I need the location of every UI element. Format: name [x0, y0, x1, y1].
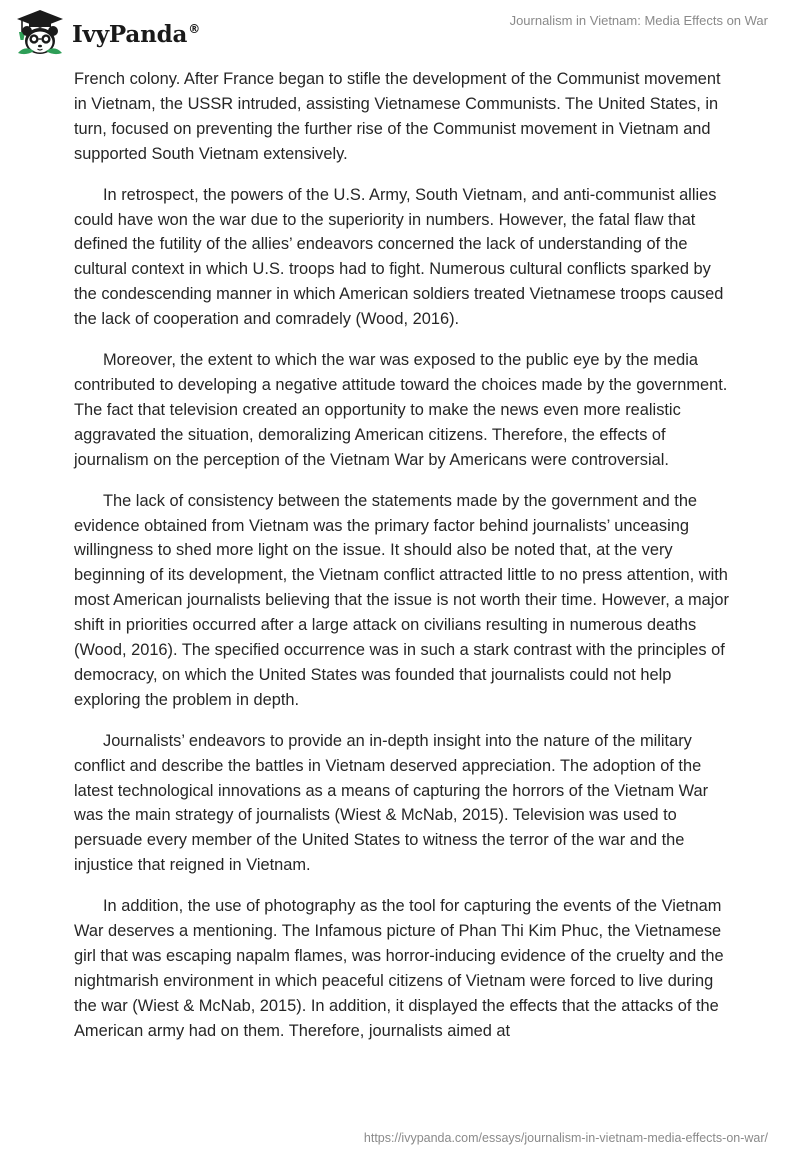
page-header [0, 0, 800, 64]
paragraph: In retrospect, the powers of the U.S. Army, South Vietnam, and anti-communist allies could have won the war due to the superiority in numbers. However, the fatal flaw that defined the futility of the allies’ endeavors concerned the lack of understanding of the cultural context in which U.S. troops had to fight. Numerous cultural conflicts sparked by the condescending manner in which American soldiers treated Vietnamese troops caused the lack of cooperation and comradely (Wood, 2016). [74, 185, 724, 329]
document-running-title: Journalism in Vietnam: Media Effects on War [509, 13, 768, 28]
paragraph: Journalists’ endeavors to provide an in-depth insight into the nature of the military conflict and describe the battles in Vietnam deserved appreciation. The adoption of the latest technological innovations as a means of capturing the horrors of the Vietnam War was the main strategy of journalists (Wiest & McNab, 2015). Television was used to persuade every member of the United States to witness the terror of the war and the injustice that reigned in Vietnam. [74, 731, 709, 875]
source-url-link[interactable]: https://ivypanda.com/essays/journalism-in-vietnam-media-effects-on-war/ [363, 1131, 768, 1145]
registered-mark: ® [188, 21, 200, 36]
paragraph: Moreover, the extent to which the war was exposed to the public eye by the media contributed to developing a negative attitude toward the choices made by the government. The fact that television created an opportunity to make the news even more realistic aggravated the situation, demoralizing American citizens. Therefore, the effects of journalism on the perception of the Vietnam War by Americans were controversial. [74, 351, 728, 469]
paragraph: The lack of consistency between the statements made by the government and the evidence obtained from Vietnam was the primary factor behind journalists’ unceasing willingness to shed more light on the issue. It should also be noted that, at the very beginning of its development, the Vietnam conflict attracted little to no press attention, with most American journalists believing that the issue is not worth their time. However, a major shift in priorities occurred after a large attack on civilians resulting in numerous deaths (Wood, 2016). The specified occurrence was in such a stark contrast with the principles of democracy, on which the United States was founded that journalists could not help exploring the problem in depth. [74, 491, 730, 709]
essay-body [74, 67, 734, 1060]
paragraph: In addition, the use of photography as the tool for capturing the events of the Vietnam War deserves a mentioning. The Infamous picture of Phan Thi Kim Phuc, the Vietnamese girl that was escaping napalm flames, was horror-inducing evidence of the cruelty and the nightmarish environment in which peaceful citizens of Vietnam were forced to live during the war (Wiest & McNab, 2015). In addition, it displayed the effects that the attacks of the American army had on them. Therefore, journalists aimed at [74, 897, 724, 1040]
paragraph: French colony. After France began to stifle the development of the Communist movement in Vietnam, the USSR intruded, assisting Vietnamese Communists. The United States, in turn, focused on preventing the further rise of the Communist movement in Vietnam and supported South Vietnam extensively. [74, 70, 721, 163]
panda-graduate-icon [14, 7, 66, 59]
logo-text: IvyPanda® [72, 20, 200, 48]
ivypanda-logo[interactable] [14, 8, 200, 58]
